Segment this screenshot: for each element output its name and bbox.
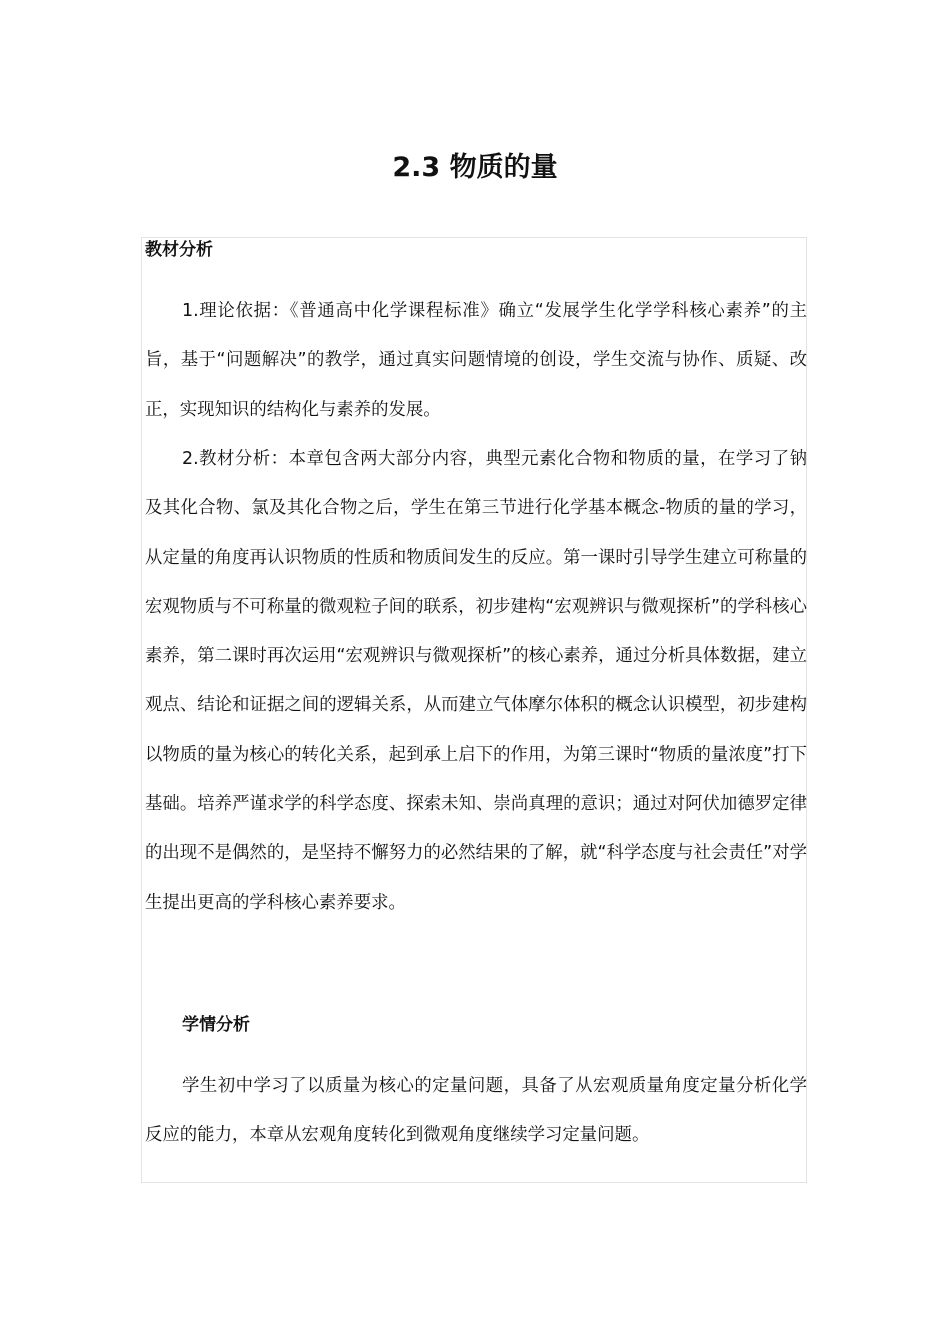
paragraph-student-analysis: 学生初中学习了以质量为核心的定量问题，具备了从宏观质量角度定量分析化学反应的能力，本章从宏观角度转化到微观角度继续学习定量问题。 [145,1076,807,1146]
paragraph-textbook-analysis: 2.教材分析：本章包含两大部分内容，典型元素化合物和物质的量，在学习了钠及其化合物、氯及其化合物之后，学生在第三节进行化学基本概念-物质的量的学习，从定量的角度再认识物质的性质和物质间发生的反应。第一课时引导学生建立可称量的宏观物质与不可称量的微观粒子间的联系，初步建构“宏观辨识与微观探析”的学科核心素养，第二课时再次运用“宏观辨识与微观探析”的核心素养，通过分析具体数据，建立观点、结论和证据之间的逻辑关系，从而建立气体摩尔体积的概念认识模型，初步建构以物质的量为核心的转化关系，起到承上启下的作用，为第三课时“物质的量浓度”打下基础。培养严谨求学的科学态度、探索未知、崇尚真理的意识；通过对阿伏加德罗定律的出现不是偶然的，是坚持不懈努力的必然结果的了解，就“科学态度与社会责任”对学生提出更高的学科核心素养要求。 [145,449,807,913]
section-heading-student-analysis: 学情分析 [182,1015,250,1035]
content-box [141,237,807,1183]
page-title: 2.3 物质的量 [392,152,558,184]
section-heading-textbook-analysis: 教材分析 [145,240,213,260]
paragraph-theoretical-basis: 1.理论依据：《普通高中化学课程标准》确立“发展学生化学学科核心素养”的主旨，基于“问题解决”的教学，通过真实问题情境的创设，学生交流与协作、质疑、改正，实现知识的结构化与素养的发展。 [145,301,807,420]
